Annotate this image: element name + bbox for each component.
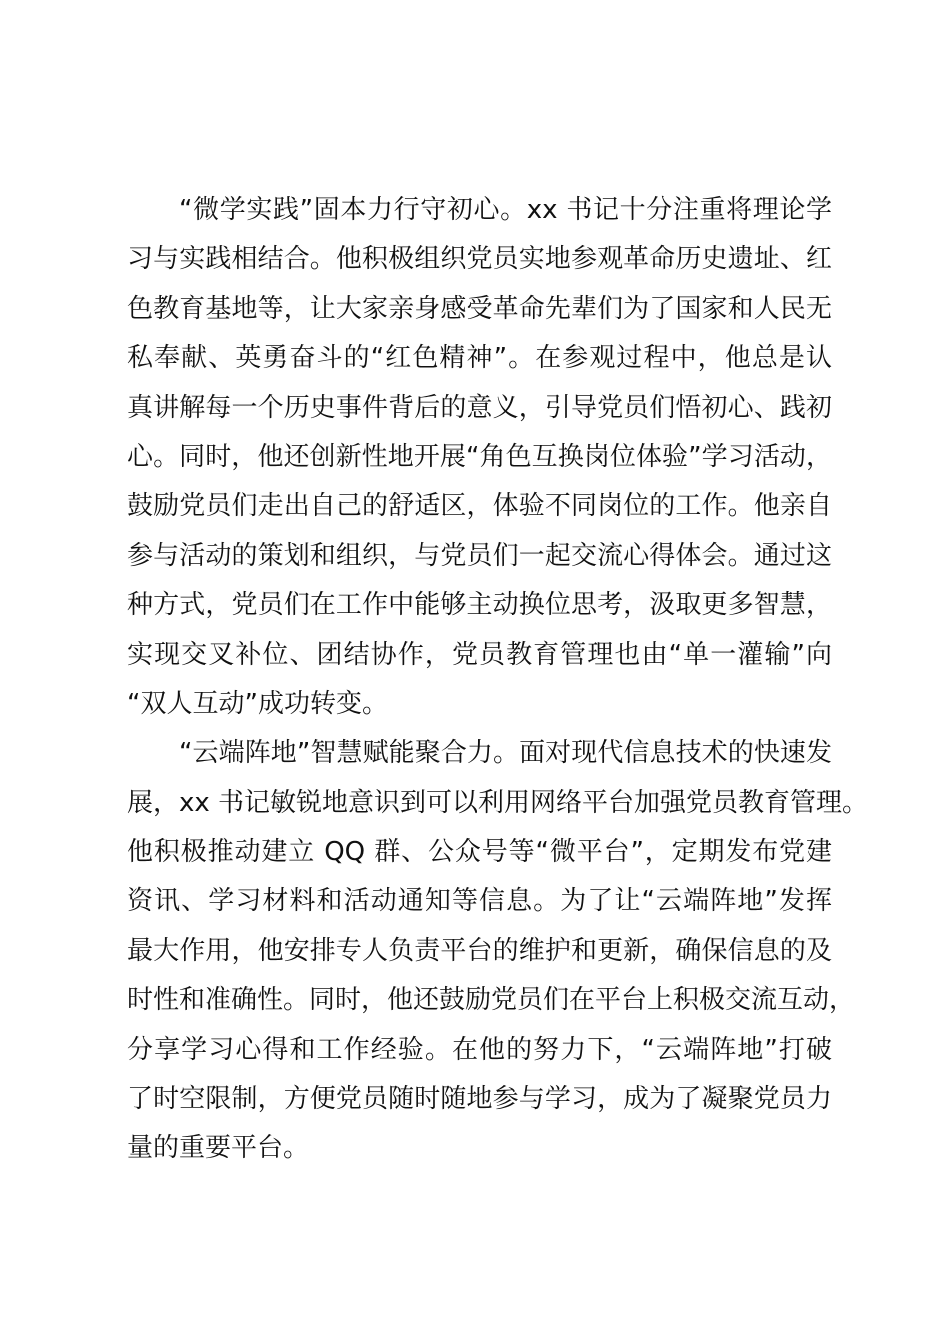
paragraph-line: 了时空限制，方便党员随时随地参与学习，成为了凝聚党员力 xyxy=(127,1084,832,1115)
paragraph-micro-learning-practice xyxy=(127,186,832,729)
paragraph-line: 最大作用，他安排专人负责平台的维护和更新，确保信息的及 xyxy=(127,935,832,966)
paragraph-line: 真讲解每一个历史事件背后的意义，引导党员们悟初心、践初 xyxy=(127,392,832,423)
paragraph-line: 色教育基地等，让大家亲身感受革命先辈们为了国家和人民无 xyxy=(127,293,832,324)
paragraph-line: 心。同时，他还创新性地开展“角色互换岗位体验”学习活动， xyxy=(127,441,832,472)
paragraph-line: “云端阵地”智慧赋能聚合力。面对现代信息技术的快速发 xyxy=(179,738,832,769)
paragraph-line: 实现交叉补位、团结协作，党员教育管理也由“单一灌输”向 xyxy=(127,639,832,670)
paragraph-line: 资讯、学习材料和活动通知等信息。为了让“云端阵地”发挥 xyxy=(127,886,832,917)
paragraph-line: 展，xx 书记敏锐地意识到可以利用网络平台加强党员教育管理。 xyxy=(127,787,869,818)
paragraph-line: 鼓励党员们走出自己的舒适区，体验不同岗位的工作。他亲自 xyxy=(127,491,832,522)
paragraph-line: “双人互动”成功转变。 xyxy=(127,688,388,719)
paragraph-line: 私奉献、英勇奋斗的“红色精神”。在参观过程中，他总是认 xyxy=(127,343,832,374)
paragraph-line: 习与实践相结合。他积极组织党员实地参观革命历史遗址、红 xyxy=(127,244,832,275)
paragraph-line: “微学实践”固本力行守初心。xx 书记十分注重将理论学 xyxy=(179,195,832,225)
paragraph-line: 时性和准确性。同时，他还鼓励党员们在平台上积极交流互动， xyxy=(127,985,856,1016)
paragraph-line: 他积极推动建立 QQ 群、公众号等“微平台”，定期发布党建 xyxy=(127,837,832,868)
paragraph-line: 分享学习心得和工作经验。在他的努力下，“云端阵地”打破 xyxy=(127,1034,832,1065)
paragraph-line: 量的重要平台。 xyxy=(127,1133,310,1164)
document-body xyxy=(127,186,869,1174)
paragraph-line: 参与活动的策划和组织，与党员们一起交流心得体会。通过这 xyxy=(127,540,832,571)
paragraph-line: 种方式，党员们在工作中能够主动换位思考，汲取更多智慧， xyxy=(127,590,832,621)
paragraph-cloud-position xyxy=(127,729,869,1174)
